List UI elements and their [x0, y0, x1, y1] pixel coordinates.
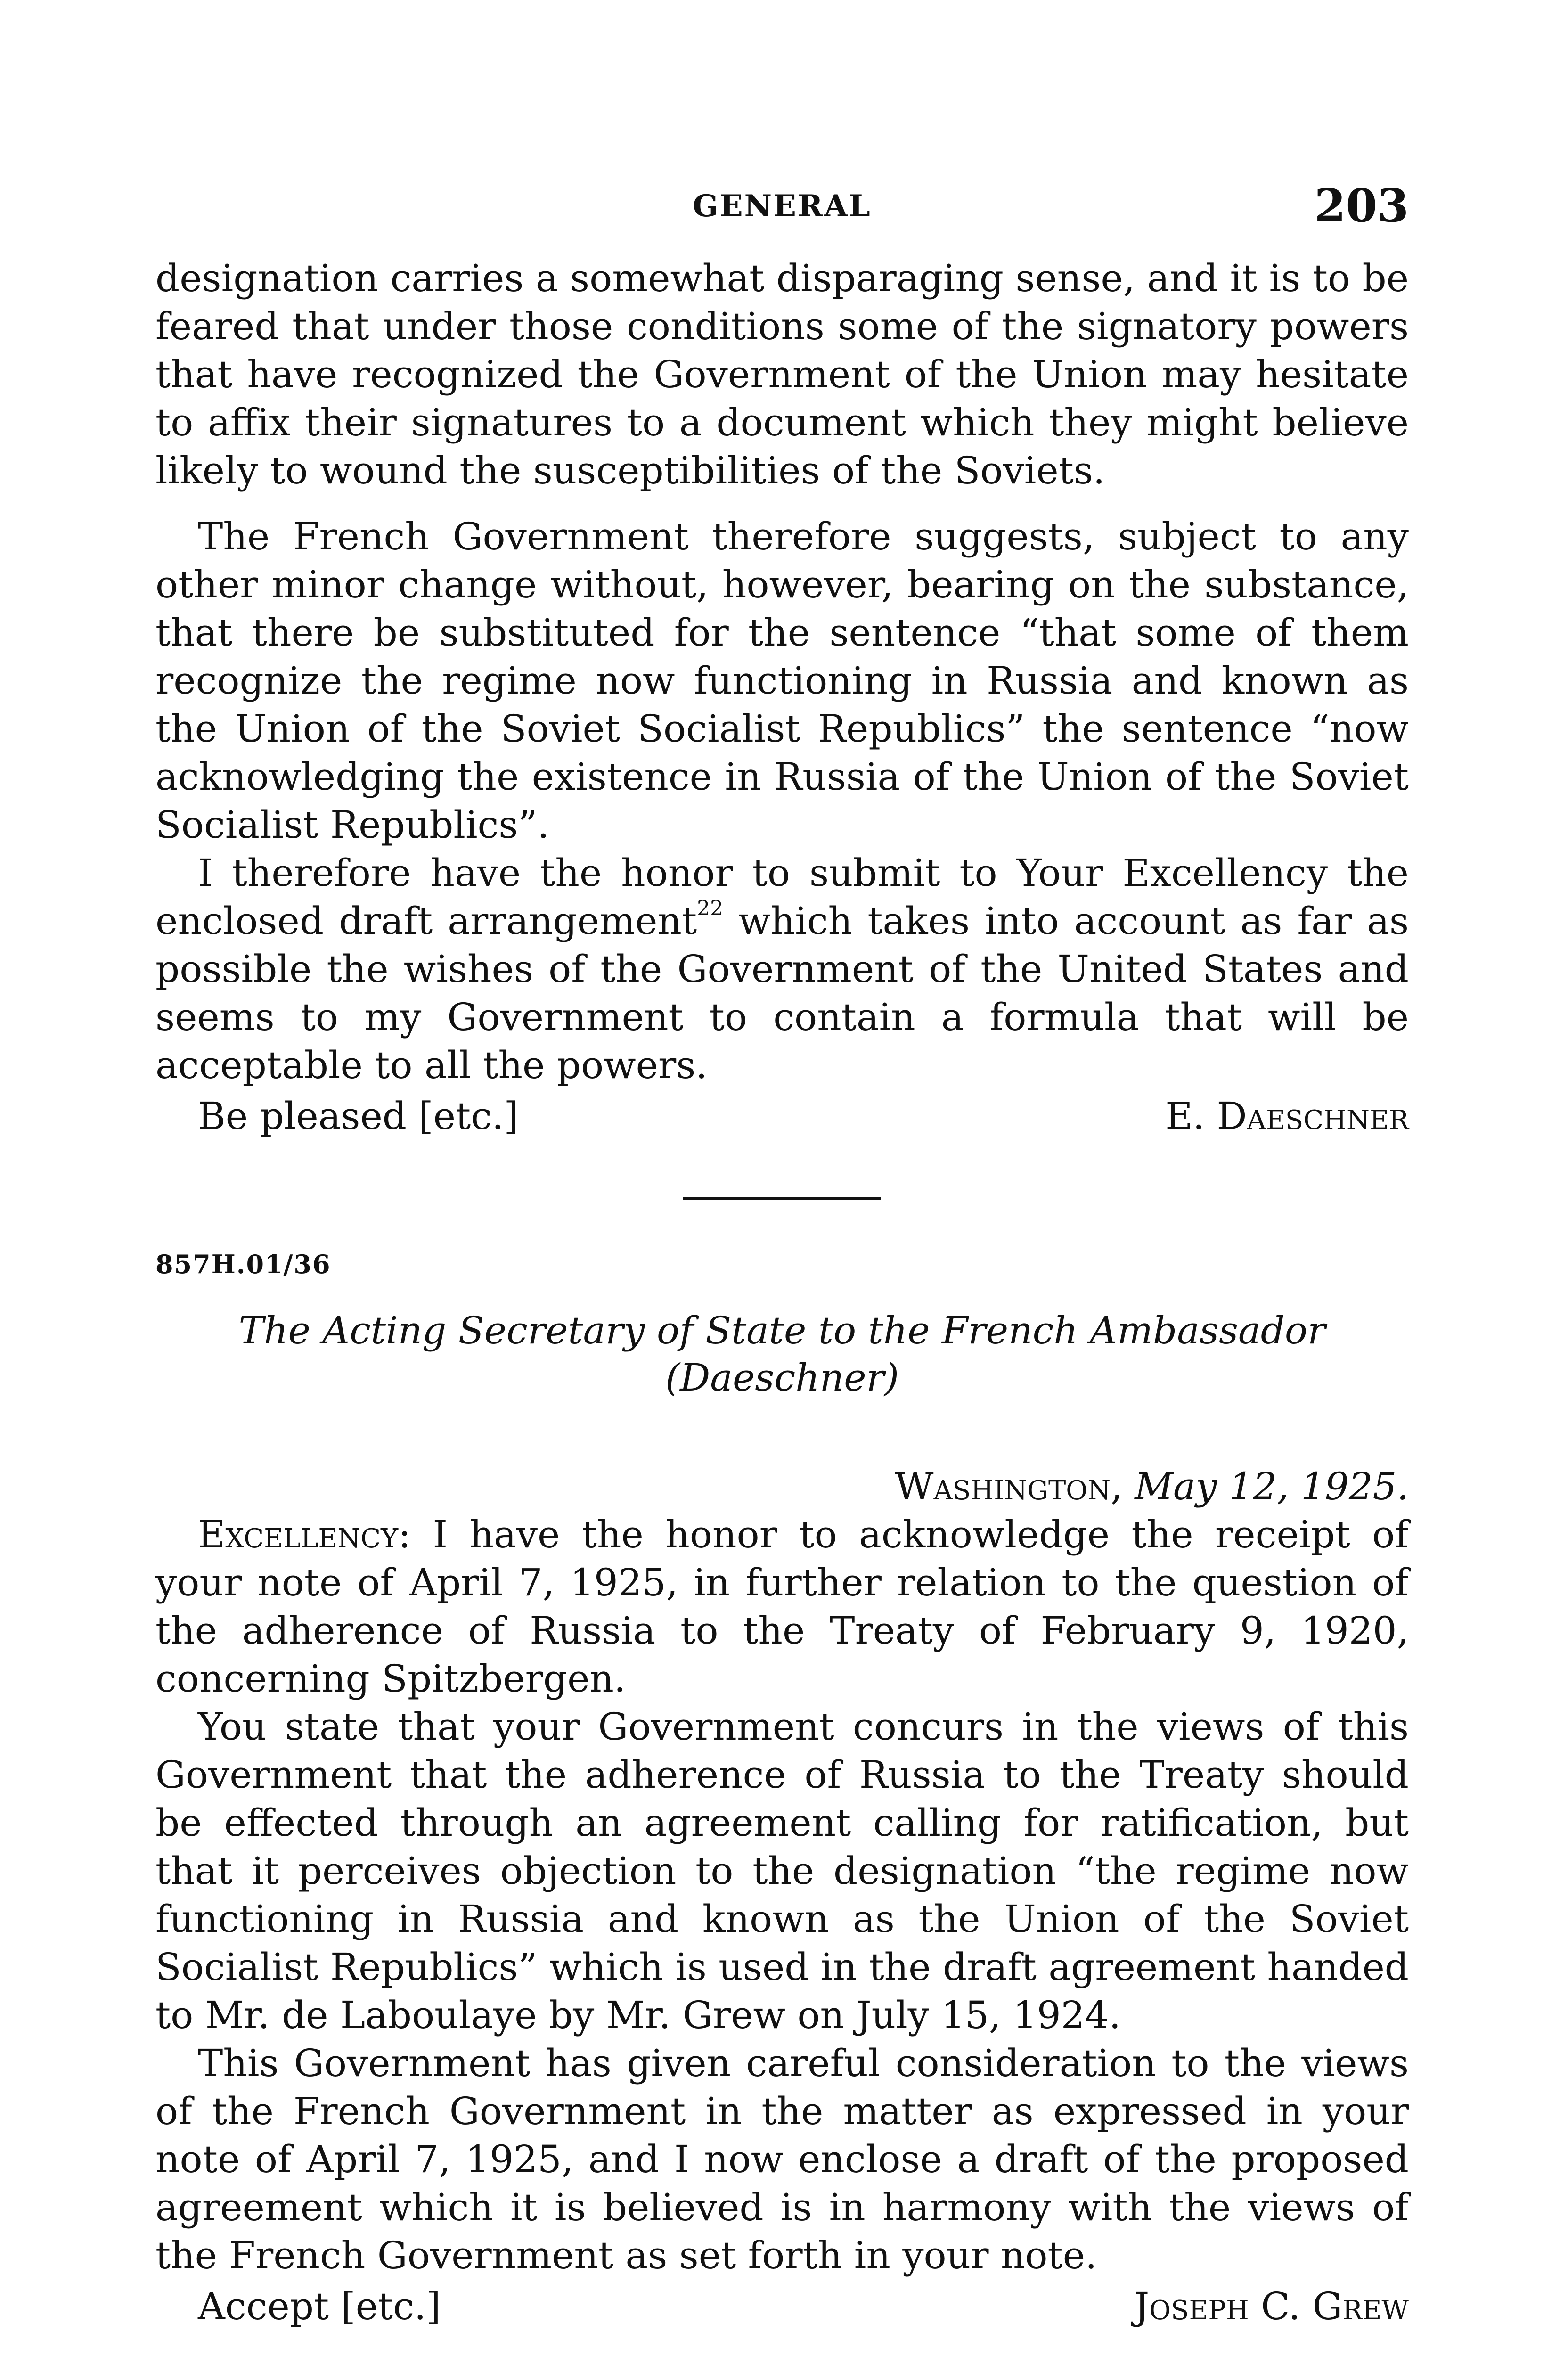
file-number: 857H.01/36 — [155, 1249, 331, 1279]
salutation: Excellency: — [198, 1513, 411, 1556]
dateline-place: Washington, — [895, 1464, 1123, 1508]
letter1-paragraph-3-text: I therefore have the honor to submit to Your Excellency the enclosed draft arrangement — [155, 851, 1409, 943]
letter2-paragraph-1 — [155, 1511, 1409, 1703]
letter2-signature: Joseph C. Grew — [1134, 2284, 1409, 2328]
dateline — [155, 1463, 1409, 1511]
letter1-closing-row — [155, 1092, 1409, 1140]
document-title-line-1: The Acting Secretary of State to the French Ambassador — [238, 1309, 1326, 1352]
page-body — [155, 254, 1409, 2356]
letter2-paragraph-1-text: I have the honor to acknowledge the receipt of your note of April 7, 1925, in further relation to the question of the adherence of Russia to the Treaty of February 9, 1920, concerning Spitzbergen. — [155, 1513, 1409, 1701]
document-title — [155, 1307, 1409, 1401]
letter2-paragraph-3: This Government has given careful consideration to the views of the French Government in the matter as expressed in your note of April 7, 1925, and I now enclose a draft of the proposed agreement which it is believed is in harmony with the views of the French Government as set forth in your note. — [155, 2041, 1409, 2277]
section-divider — [683, 1197, 881, 1200]
letter1-closing: Be pleased [etc.] — [198, 1094, 519, 1138]
letter1-paragraph-3-text-continued: which takes into account as far as possible the wishes of the Government of the United States and seems to my Government to contain a formula that will be acceptable to all the powers. — [155, 899, 1409, 1087]
letter1-paragraph-2: The French Government therefore suggests, subject to any other minor change without, however, bearing on the substance, that there be substituted for the sentence “that some of them recognize the regime now functioning in Russia and known as the Union of the Soviet Socialist Republics” the sentence “now acknowledging the existence in Russia of the Union of the Soviet Socialist Republics”. — [155, 515, 1409, 847]
document-title-line-2: (Daeschner) — [665, 1356, 899, 1399]
page-number: 203 — [1314, 179, 1409, 232]
letter1-paragraph-3 — [155, 849, 1409, 1089]
page-header — [155, 179, 1409, 240]
letter1-paragraph-1: designation carries a somewhat disparaging sense, and it is to be feared that under those conditions some of the signatory powers that have recognized the Government of the Union may hesitate to affix their signatures to a document which they might believe likely to wound the susceptibilities of the Soviets. — [155, 256, 1409, 492]
dateline-date: May 12, 1925. — [1135, 1464, 1409, 1508]
running-head: GENERAL — [693, 188, 872, 224]
letter2-closing: Accept [etc.] — [198, 2284, 441, 2328]
letter1-signature: E. Daeschner — [1165, 1094, 1409, 1138]
footnote-reference: 22 — [697, 896, 724, 921]
letter2-closing-row — [155, 2282, 1409, 2331]
letter2-paragraph-2: You state that your Government concurs in the views of this Government that the adherence of Russia to the Treaty should be effected through an agreement calling for ratification, but that it perceives objection to the designation “the regime now functioning in Russia and known as the Union of the Soviet Socialist Republics” which is used in the draft agreement handed to Mr. de Laboulaye by Mr. Grew on July 15, 1924. — [155, 1705, 1409, 2037]
